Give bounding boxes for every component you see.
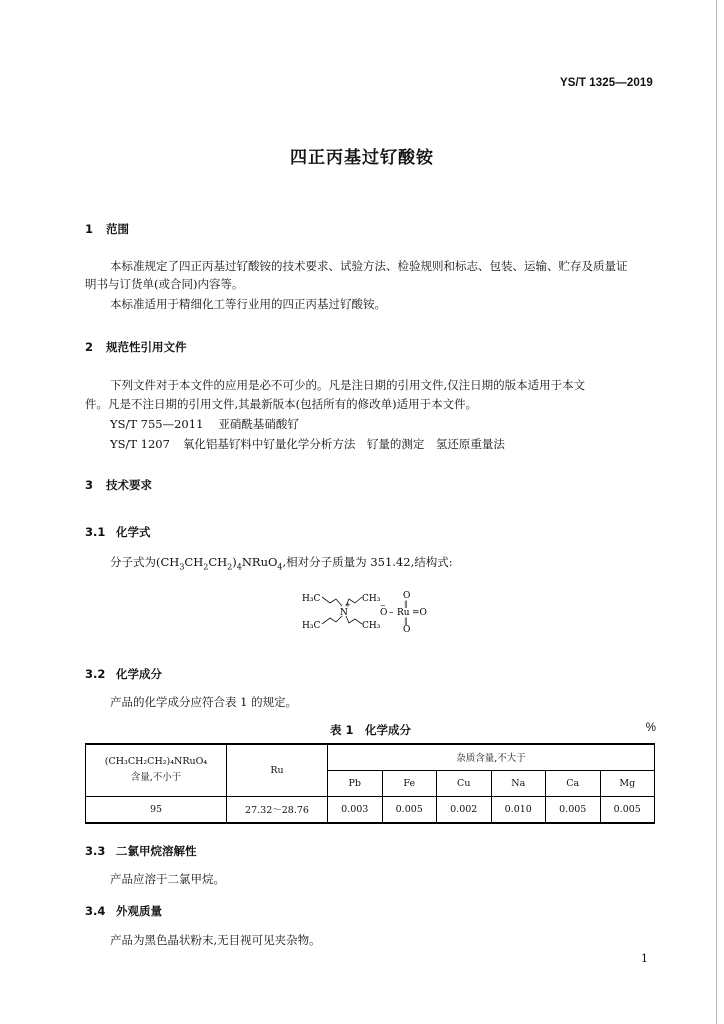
formula-part: CH: [184, 555, 204, 569]
subscript: 2: [227, 562, 233, 572]
reference-title: 亚硝酰基硝酸钌: [218, 417, 299, 431]
reference-code: YS/T 755—2011: [110, 417, 204, 431]
subscript: 4: [236, 562, 242, 572]
table-cell: 0.005: [546, 796, 601, 823]
paragraph-continuation: 明书与订货单(或合同)内容等。: [85, 277, 244, 291]
subsection-3-2-heading: [85, 666, 162, 682]
section-title: 外观质量: [116, 904, 162, 918]
table-row: [86, 796, 655, 823]
document-title: 四正丙基过钌酸铵: [290, 148, 434, 168]
paragraph: 下列文件对于本文件的应用是必不可少的。凡是注日期的引用文件,仅注日期的版本适用于本文: [110, 378, 586, 392]
impurity-col-header: Cu: [437, 770, 492, 796]
impurity-col-header: Ca: [546, 770, 601, 796]
document-code: YS/T 1325—2019: [560, 77, 653, 89]
section-number: 1: [85, 222, 94, 236]
section-3-heading: [85, 477, 152, 493]
bond-line: [322, 597, 342, 606]
formula-part: ): [232, 555, 237, 569]
reference-title: 氧化铝基钌料中钌量化学分析方法 钌量的测定 氢还原重量法: [182, 437, 505, 451]
section-number: 2: [85, 340, 94, 354]
reference-code: YS/T 1207: [110, 437, 170, 451]
double-bond: ‖: [404, 617, 408, 625]
nitrogen-atom: N: [340, 608, 348, 618]
impurity-col-header: Mg: [600, 770, 655, 796]
table-cell: 0.005: [382, 796, 437, 823]
single-bond: –: [389, 608, 394, 618]
reference-item: [110, 416, 299, 433]
oxygen-atom: O: [403, 625, 411, 635]
table-cell: 27.32～28.76: [227, 796, 328, 823]
double-bond: ‖: [404, 600, 408, 608]
oxo-group: =O: [412, 608, 427, 618]
methyl-label: CH₃: [362, 621, 381, 631]
molecular-formula-text: [110, 554, 453, 575]
section-1-heading: [85, 221, 129, 237]
subscript: 2: [203, 562, 209, 572]
paragraph-continuation: 件。凡是不注日期的引用文件,其最新版本(包括所有的修改单)适用于本文件。: [85, 397, 478, 411]
subsection-3-3-heading: [85, 843, 197, 859]
subsection-3-4-heading: [85, 903, 162, 919]
table-cell: 0.002: [437, 796, 492, 823]
header-line: 含量,不小于: [130, 772, 182, 784]
section-number: 3: [85, 478, 94, 492]
bond-line: [322, 616, 342, 624]
section-title: 化学成分: [116, 667, 162, 681]
section-number: 3.2: [85, 667, 106, 681]
impurity-header: 杂质含量,不大于: [328, 744, 655, 770]
paragraph: 本标准适用于精细化工等行业用的四正丙基过钌酸铵。: [110, 297, 386, 311]
formula-part: NRuO: [241, 555, 278, 569]
formula-part: 分子式为(CH: [110, 555, 180, 569]
impurity-col-header: Pb: [328, 770, 383, 796]
methyl-label: H₃C: [302, 594, 321, 604]
oxygen-atom: O: [403, 591, 411, 601]
page-number: 1: [641, 952, 648, 965]
paragraph: 产品的化学成分应符合表 1 的规定。: [110, 695, 298, 709]
table-title: 表 1 化学成分: [329, 723, 411, 737]
paragraph: 产品为黑色晶状粉末,无目视可见夹杂物。: [110, 933, 321, 947]
header-line: (CH₃CH₂CH₂)₄NRuO₄: [104, 756, 208, 768]
section-title: 范围: [106, 222, 129, 236]
impurity-col-header: Fe: [382, 770, 437, 796]
section-title: 化学式: [116, 525, 151, 539]
ruthenium-atom: Ru: [397, 608, 410, 618]
chemical-composition-table: [85, 743, 655, 824]
section-title: 规范性引用文件: [106, 340, 187, 354]
paragraph: 产品应溶于二氯甲烷。: [110, 872, 225, 886]
oxygen-anion: O: [380, 608, 388, 618]
section-2-heading: [85, 339, 187, 355]
section-number: 3.4: [85, 904, 106, 918]
section-title: 二氯甲烷溶解性: [116, 844, 197, 858]
table-cell: 0.003: [328, 796, 383, 823]
table-cell: 95: [86, 796, 227, 823]
formula-part: ,相对分子质量为 351.42,结构式:: [282, 555, 453, 569]
methyl-label: H₃C: [302, 621, 321, 631]
methyl-label: CH₃: [362, 594, 381, 604]
formula-part: CH: [208, 555, 228, 569]
main-content-header: [86, 744, 227, 796]
structural-formula: [300, 586, 440, 642]
bond-line: [346, 616, 362, 624]
table-cell: 0.010: [491, 796, 546, 823]
table-cell: 0.005: [600, 796, 655, 823]
section-number: 3.3: [85, 844, 106, 858]
section-number: 3.1: [85, 525, 106, 539]
negative-charge: −: [380, 602, 386, 610]
reference-item: [110, 436, 505, 453]
section-title: 技术要求: [106, 478, 152, 492]
positive-charge: +: [345, 601, 351, 609]
paragraph: 本标准规定了四正丙基过钌酸铵的技术要求、试验方法、检验规则和标志、包装、运输、贮存及质量证: [110, 259, 628, 273]
impurity-col-header: Na: [491, 770, 546, 796]
table-unit: %: [645, 722, 656, 734]
subscript: 4: [277, 562, 283, 572]
subsection-3-1-heading: [85, 524, 151, 540]
subscript: 3: [179, 562, 185, 572]
ru-header: Ru: [227, 744, 328, 796]
